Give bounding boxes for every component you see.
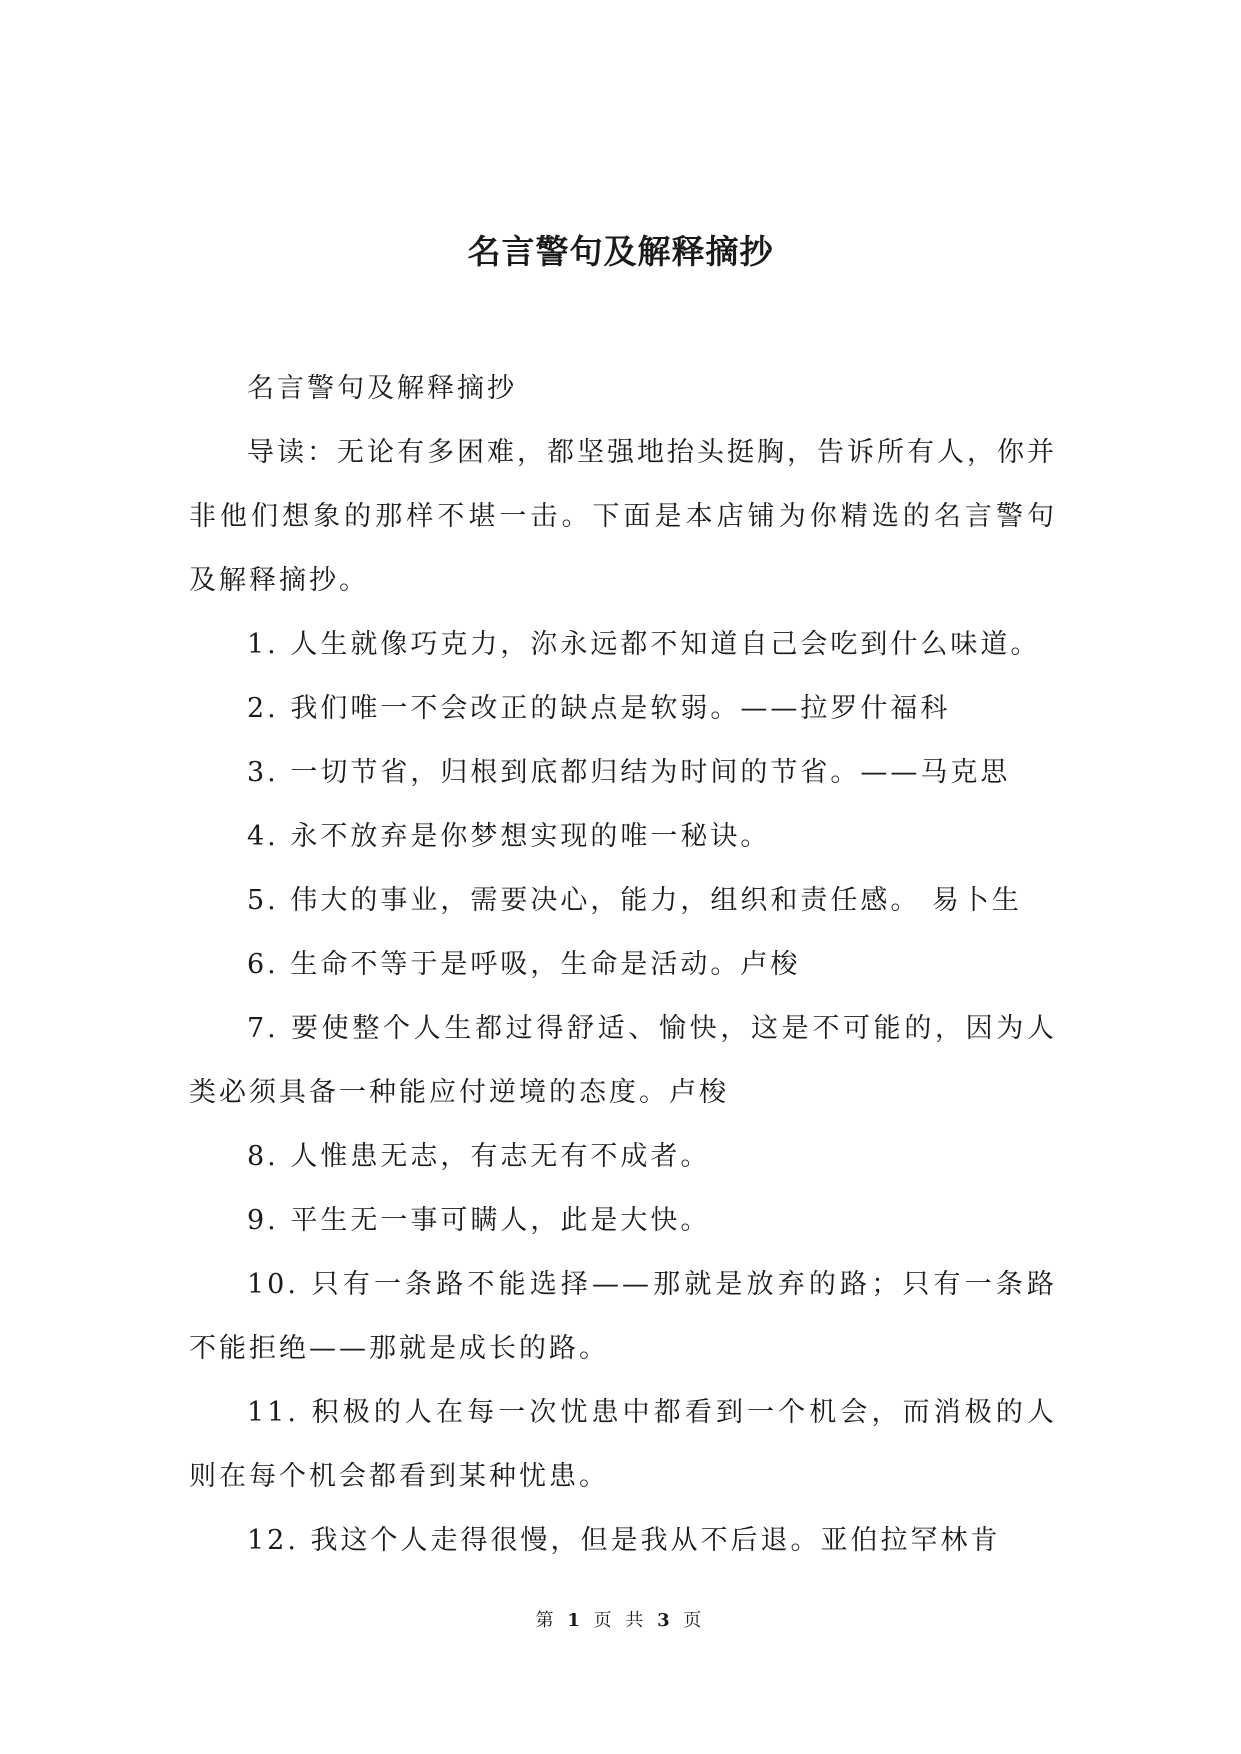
page-footer: [0, 1606, 1241, 1632]
footer-suffix: 页: [683, 1610, 706, 1631]
footer-prefix: 第: [535, 1610, 558, 1631]
document-body: [189, 357, 1057, 1573]
footer-page-number: 1: [567, 1610, 584, 1631]
list-item: 2. 我们唯一不会改正的缺点是软弱。——拉罗什福科: [247, 693, 951, 724]
list-item: 7. 要使整个人生都过得舒适、愉快，这是不可能的，因为人类必须具备一种能应付逆境的态度。卢梭: [189, 1013, 1057, 1108]
list-item: 6. 生命不等于是呼吸，生命是活动。卢梭: [247, 949, 801, 980]
list-item: 9. 平生无一事可瞒人，此是大快。: [247, 1205, 711, 1236]
list-item: 5. 伟大的事业，需要决心，能力，组织和责任感。 易卜生: [247, 885, 1022, 916]
paragraph: 导读：无论有多困难，都坚强地抬头挺胸，告诉所有人，你并非他们想象的那样不堪一击。下面是本店铺为你精选的名言警句及解释摘抄。: [189, 437, 1057, 596]
list-item: 11. 积极的人在每一次忧患中都看到一个机会，而消极的人则在每个机会都看到某种忧患。: [189, 1397, 1057, 1492]
document-title: 名言警句及解释摘抄: [467, 232, 774, 271]
list-item: 8. 人惟患无志，有志无有不成者。: [247, 1141, 711, 1172]
footer-total-pages: 3: [657, 1610, 674, 1631]
footer-middle: 页 共: [593, 1610, 648, 1631]
list-item: 4. 永不放弃是你梦想实现的唯一秘诀。: [247, 821, 771, 852]
list-item: 1. 人生就像巧克力，沵永远都不知道自己会吃到什么味道。: [247, 629, 1041, 660]
list-item: 3. 一切节省，归根到底都归结为时间的节省。——马克思: [247, 757, 1011, 788]
list-item: 10. 只有一条路不能选择——那就是放弃的路；只有一条路不能拒绝——那就是成长的路。: [189, 1269, 1057, 1364]
list-item: 12. 我这个人走得很慢，但是我从不后退。亚伯拉罕林肯: [247, 1525, 1001, 1556]
paragraph: 名言警句及解释摘抄: [247, 373, 517, 404]
